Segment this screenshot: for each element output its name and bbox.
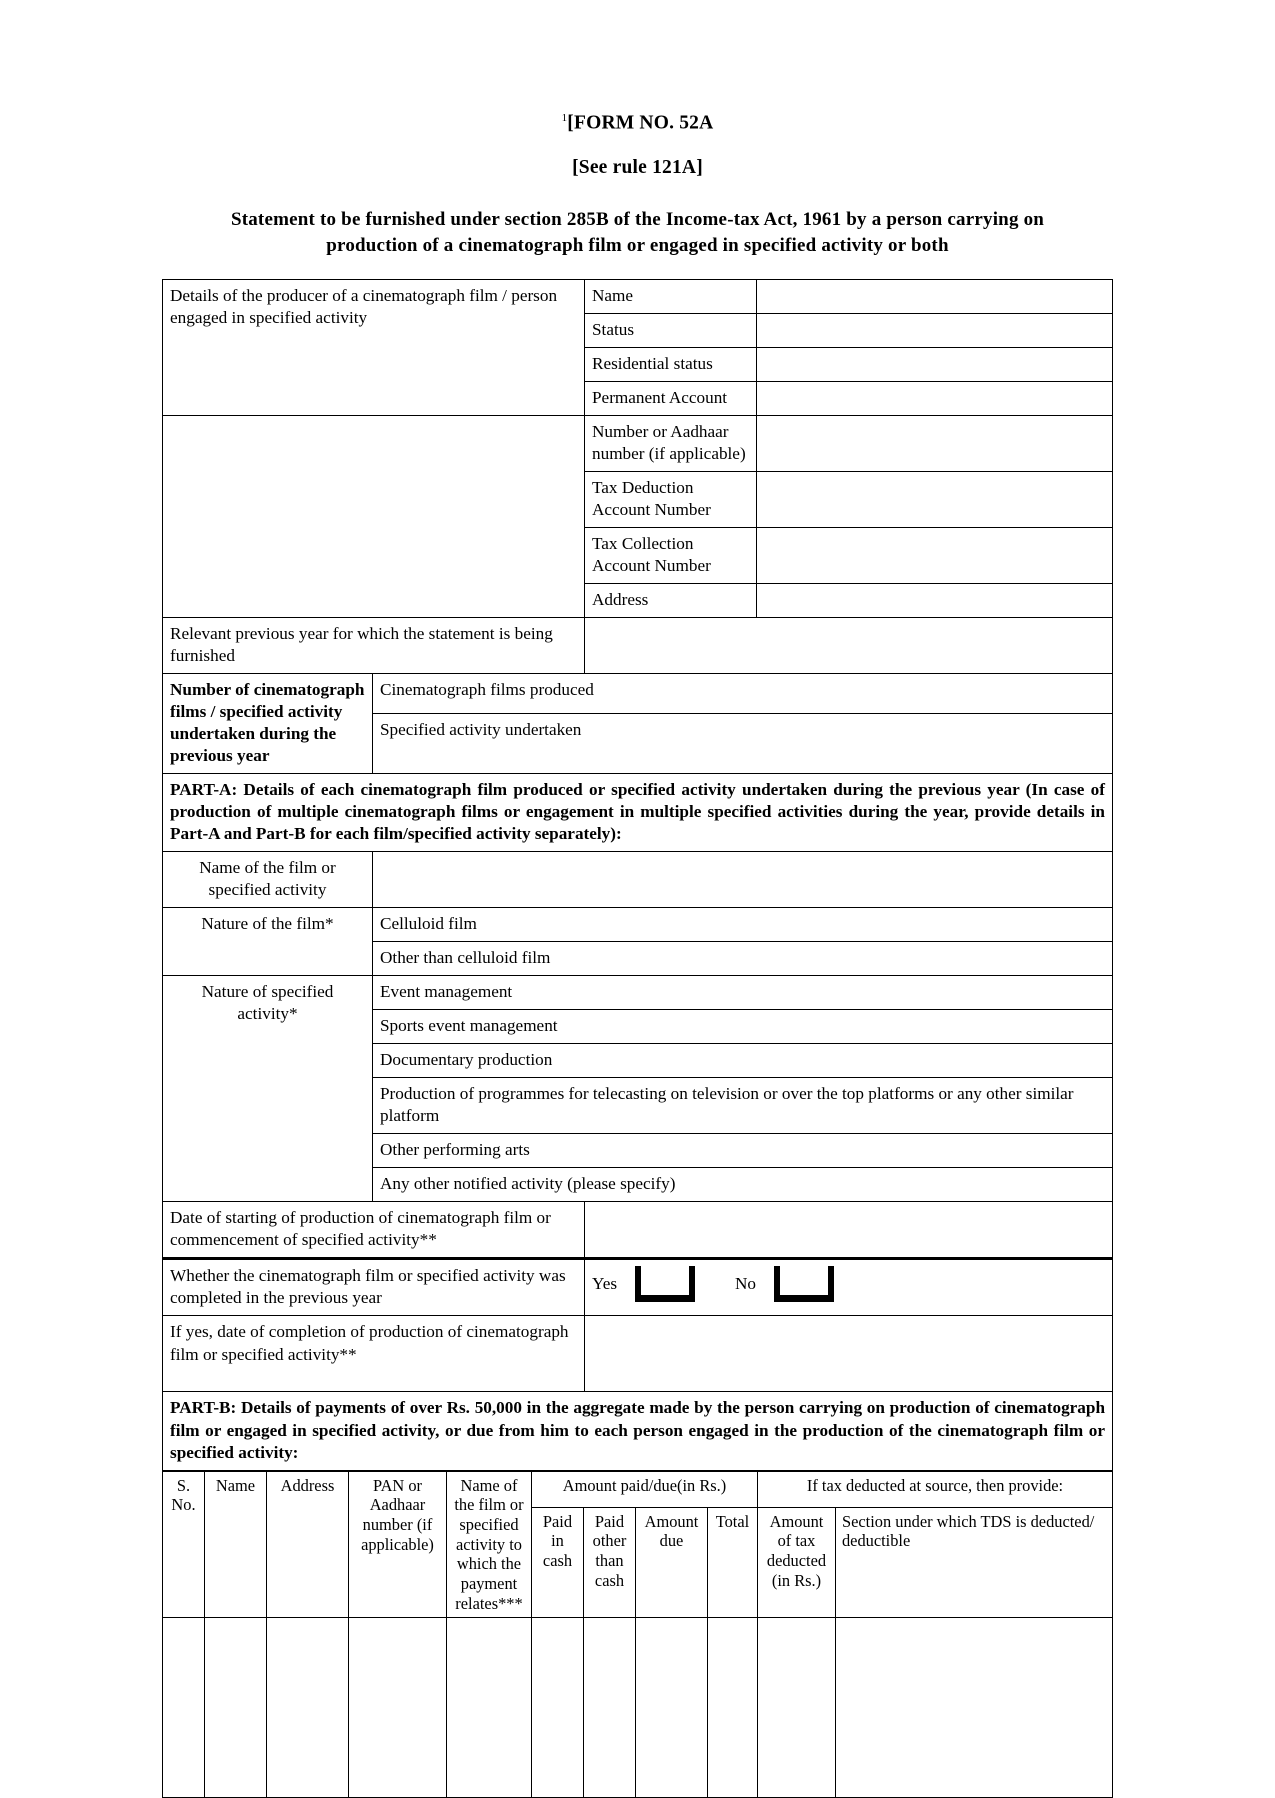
producer-label: Details of the producer of a cinematograph film / person engaged in specified activity — [163, 279, 585, 415]
producer-value-address[interactable] — [757, 584, 1113, 618]
producer-value-tan[interactable] — [757, 472, 1113, 528]
statement-title — [198, 207, 1078, 259]
producer-value-permanent-account[interactable] — [757, 381, 1113, 415]
table-row — [163, 908, 1113, 942]
producer-value-residential-status[interactable] — [757, 347, 1113, 381]
producer-field-tcan: Tax Collection Account Number — [585, 528, 757, 584]
producer-field-permanent-account: Permanent Account — [585, 381, 757, 415]
completed-no-label: No — [735, 1274, 757, 1294]
table-row — [162, 1471, 1112, 1507]
rule-reference: [See rule 121A] — [572, 156, 703, 178]
previous-year-value[interactable] — [585, 618, 1113, 674]
col-header-pan: PAN or Aadhaar number (if applicable) — [348, 1471, 446, 1618]
col-header-tds-section: Section under which TDS is deducted/ deductible — [835, 1507, 1112, 1618]
cell-amount-due[interactable] — [635, 1618, 707, 1798]
producer-field-residential-status: Residential status — [585, 347, 757, 381]
col-header-name: Name — [204, 1471, 266, 1618]
cell-paid-other-than-cash[interactable] — [583, 1618, 635, 1798]
producer-value-tcan[interactable] — [757, 528, 1113, 584]
form-number-title — [0, 112, 1275, 135]
film-name-label: Name of the film or specified activity — [163, 852, 373, 908]
nature-film-other[interactable]: Other than celluloid film — [373, 942, 1113, 976]
cell-pan[interactable] — [348, 1618, 446, 1798]
col-header-film-name: Name of the film or specified activity to which the payment relates*** — [446, 1471, 531, 1618]
counts-row-films-produced[interactable]: Cinematograph films produced — [373, 674, 1113, 714]
footnote-marker: 1 — [561, 112, 568, 124]
table-row — [163, 774, 1113, 852]
producer-field-address: Address — [585, 584, 757, 618]
statement-line-2: production of a cinematograph film or engaged in specified activity or both — [326, 234, 949, 256]
nature-activity-documentary[interactable]: Documentary production — [373, 1044, 1113, 1078]
col-header-tds-group: If tax deducted at source, then provide: — [757, 1471, 1112, 1507]
col-header-sno: S. No. — [162, 1471, 204, 1618]
producer-value-status[interactable] — [757, 313, 1113, 347]
film-name-value[interactable] — [373, 852, 1113, 908]
table-row — [163, 279, 1113, 313]
col-header-tax-deducted: Amount of tax deducted (in Rs.) — [757, 1507, 835, 1618]
producer-field-status: Status — [585, 313, 757, 347]
table-row — [162, 1618, 1112, 1798]
cell-total[interactable] — [707, 1618, 757, 1798]
part-a-heading: PART-A: Details of each cinematograph film produced or specified activity undertaken during the previous year (In case of production of multiple cinematograph films or engagement in multiple specified activities during the year, provide details in Part-A and Part-B for each film/specified activity separately): — [163, 774, 1113, 852]
nature-activity-label: Nature of specified activity* — [163, 976, 373, 1202]
table-row — [163, 416, 1113, 472]
producer-field-aadhaar: Number or Aadhaar number (if applicable) — [585, 416, 757, 472]
part-b-heading: PART-B: Details of payments of over Rs. 50,000 in the aggregate made by the person carrying on production of cinematograph film or engaged in specified activity, or due from him to each person engaged in the production of the cinematograph film or specified activity: — [163, 1392, 1113, 1470]
completion-date-label: If yes, date of completion of production of cinematograph film or specified activity** — [163, 1316, 585, 1392]
nature-activity-other-notified[interactable]: Any other notified activity (please specify) — [373, 1168, 1113, 1202]
table-row — [163, 1316, 1113, 1392]
completion-date-value[interactable] — [585, 1316, 1113, 1392]
statement-line-1: Statement to be furnished under section 285B of the Income-tax Act, 1961 by a person carrying on — [230, 208, 1045, 230]
document-header — [0, 0, 1275, 259]
cell-tax-deducted[interactable] — [757, 1618, 835, 1798]
part-b-table — [162, 1471, 1113, 1798]
start-date-value[interactable] — [585, 1202, 1113, 1259]
cell-address[interactable] — [266, 1618, 348, 1798]
cell-name[interactable] — [204, 1618, 266, 1798]
table-row — [163, 1202, 1113, 1259]
main-form-table — [162, 279, 1113, 1471]
table-row — [163, 674, 1113, 714]
previous-year-label: Relevant previous year for which the statement is being furnished — [163, 618, 585, 674]
col-header-total: Total — [707, 1507, 757, 1618]
producer-value-aadhaar[interactable] — [757, 416, 1113, 472]
nature-activity-telecast-programmes[interactable]: Production of programmes for telecasting on television or over the top platforms or any other similar platform — [373, 1078, 1113, 1134]
col-header-amount-due: Amount due — [635, 1507, 707, 1618]
table-row — [163, 618, 1113, 674]
producer-label-continued — [163, 416, 585, 618]
form-number-text: [FORM NO. 52A — [567, 112, 714, 134]
table-row — [163, 1259, 1113, 1316]
table-row — [163, 852, 1113, 908]
producer-field-tan: Tax Deduction Account Number — [585, 472, 757, 528]
counts-label: Number of cinematograph films / specified activity undertaken during the previous year — [163, 674, 373, 774]
nature-activity-event-management[interactable]: Event management — [373, 976, 1113, 1010]
cell-sno[interactable] — [162, 1618, 204, 1798]
col-header-amount-group: Amount paid/due(in Rs.) — [531, 1471, 757, 1507]
nature-activity-performing-arts[interactable]: Other performing arts — [373, 1134, 1113, 1168]
col-header-paid-in-cash: Paid in cash — [531, 1507, 583, 1618]
nature-film-label: Nature of the film* — [163, 908, 373, 976]
checkbox-yes[interactable] — [635, 1266, 695, 1302]
col-header-address: Address — [266, 1471, 348, 1618]
start-date-label: Date of starting of production of cinematograph film or commencement of specified activity** — [163, 1202, 585, 1259]
completed-choice-cell — [585, 1259, 1113, 1316]
table-row — [163, 1392, 1113, 1470]
counts-row-activity-undertaken[interactable]: Specified activity undertaken — [373, 714, 1113, 774]
cell-film-name[interactable] — [446, 1618, 531, 1798]
nature-film-celluloid[interactable]: Celluloid film — [373, 908, 1113, 942]
table-row — [163, 976, 1113, 1010]
completed-yes-label: Yes — [592, 1274, 618, 1294]
completed-label: Whether the cinematograph film or specified activity was completed in the previous year — [163, 1259, 585, 1316]
col-header-paid-other-than-cash: Paid other than cash — [583, 1507, 635, 1618]
nature-activity-sports-event[interactable]: Sports event management — [373, 1010, 1113, 1044]
cell-paid-in-cash[interactable] — [531, 1618, 583, 1798]
producer-value-name[interactable] — [757, 279, 1113, 313]
producer-field-name: Name — [585, 279, 757, 313]
checkbox-no[interactable] — [774, 1266, 834, 1302]
cell-tds-section[interactable] — [835, 1618, 1112, 1798]
